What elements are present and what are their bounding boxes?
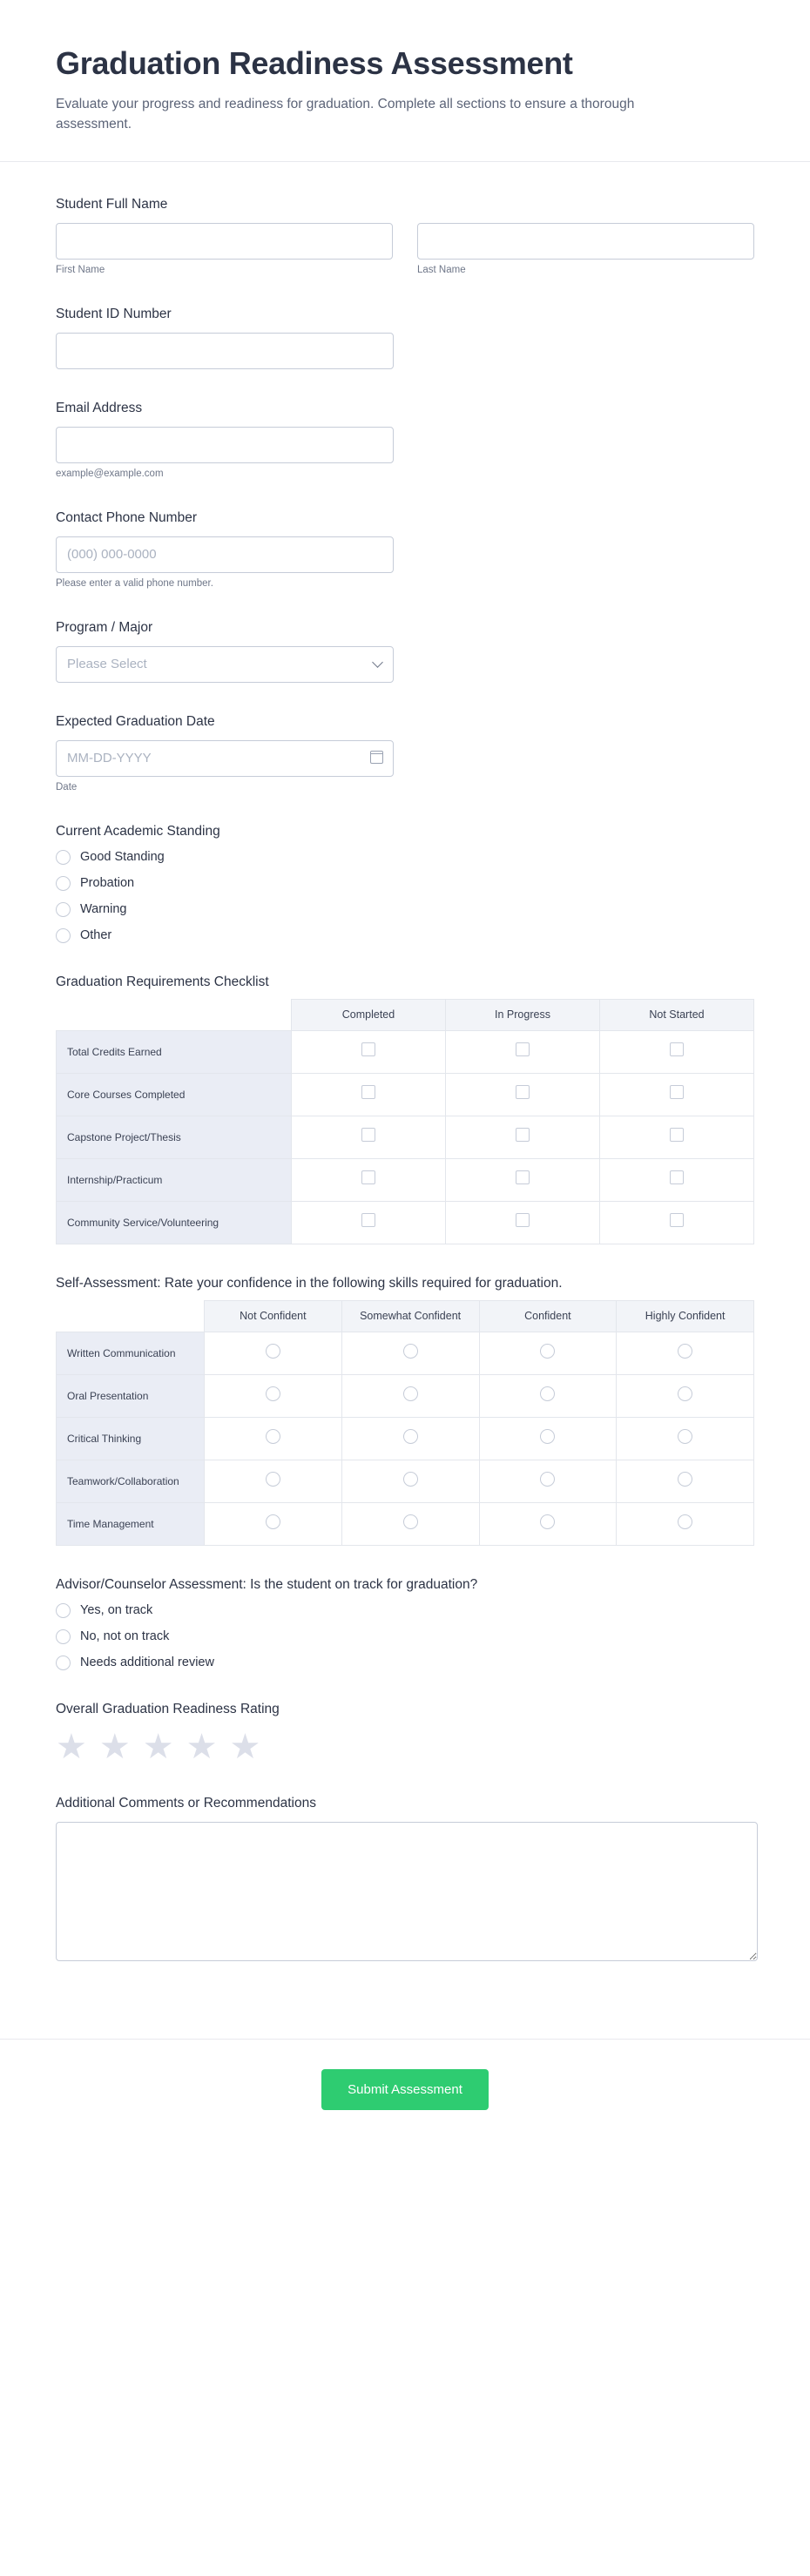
- radio-icon[interactable]: [678, 1472, 692, 1487]
- radio-icon[interactable]: [403, 1386, 418, 1401]
- checklist-cell[interactable]: [446, 1073, 600, 1116]
- self-assessment-cell[interactable]: [479, 1417, 617, 1460]
- radio-icon[interactable]: [678, 1344, 692, 1359]
- radio-icon[interactable]: [266, 1344, 280, 1359]
- checklist-cell[interactable]: [292, 1073, 446, 1116]
- full-name-label: Student Full Name: [56, 196, 168, 212]
- checklist-col-header: In Progress: [446, 999, 600, 1030]
- checklist-table: [56, 999, 754, 1244]
- self-assessment-cell[interactable]: [479, 1460, 617, 1502]
- radio-icon[interactable]: [678, 1386, 692, 1401]
- phone-input[interactable]: [56, 536, 394, 573]
- checklist-cell[interactable]: [446, 1158, 600, 1201]
- academic-standing-option[interactable]: [56, 902, 754, 917]
- field-program: [56, 620, 754, 683]
- radio-icon: [56, 1603, 71, 1618]
- last-name-sublabel: Last Name: [417, 264, 466, 275]
- full-name-row: [56, 223, 754, 275]
- self-assessment-col-header: Highly Confident: [617, 1300, 754, 1332]
- self-assessment-cell[interactable]: [205, 1332, 342, 1374]
- comments-textarea[interactable]: [56, 1822, 758, 1961]
- self-assessment-cell[interactable]: [205, 1374, 342, 1417]
- self-assessment-cell[interactable]: [205, 1460, 342, 1502]
- checkbox-icon[interactable]: [670, 1042, 684, 1056]
- page-title: Graduation Readiness Assessment: [56, 45, 573, 81]
- radio-icon: [56, 902, 71, 917]
- radio-icon[interactable]: [540, 1386, 555, 1401]
- star-icon[interactable]: ★: [186, 1727, 218, 1766]
- checkbox-icon[interactable]: [361, 1170, 375, 1184]
- checkbox-icon[interactable]: [361, 1213, 375, 1227]
- form-header: [0, 0, 810, 162]
- self-assessment-row-header: Teamwork/Collaboration: [57, 1460, 205, 1502]
- graduation-date-input[interactable]: [56, 740, 394, 777]
- checkbox-icon[interactable]: [516, 1213, 530, 1227]
- self-assessment-cell[interactable]: [341, 1502, 479, 1545]
- graduation-date-sublabel: Date: [56, 781, 78, 792]
- field-graduation-date: [56, 714, 754, 792]
- self-assessment-row-header: Oral Presentation: [57, 1374, 205, 1417]
- self-assessment-cell[interactable]: [205, 1502, 342, 1545]
- checklist-cell[interactable]: [292, 1201, 446, 1244]
- advisor-assessment-label: Advisor/Counselor Assessment: Is the student on track for graduation?: [56, 1576, 478, 1592]
- advisor-assessment-option[interactable]: [56, 1656, 754, 1670]
- first-name-input[interactable]: [56, 223, 393, 260]
- checklist-cell[interactable]: [600, 1201, 754, 1244]
- checkbox-icon[interactable]: [670, 1213, 684, 1227]
- email-input[interactable]: [56, 427, 394, 463]
- self-assessment-cell[interactable]: [341, 1332, 479, 1374]
- field-requirements-checklist: [56, 974, 754, 1244]
- checkbox-icon[interactable]: [670, 1128, 684, 1142]
- academic-standing-option[interactable]: [56, 876, 754, 891]
- checkbox-icon[interactable]: [516, 1042, 530, 1056]
- checklist-header-row: [57, 999, 754, 1030]
- checklist-row-header: Core Courses Completed: [57, 1073, 292, 1116]
- table-row: [57, 1417, 754, 1460]
- table-row: [57, 1502, 754, 1545]
- checklist-row-header: Total Credits Earned: [57, 1030, 292, 1073]
- form-body: [0, 162, 810, 2006]
- field-student-id: [56, 307, 754, 369]
- self-assessment-row-header: Critical Thinking: [57, 1417, 205, 1460]
- radio-label: Needs additional review: [80, 1656, 214, 1669]
- field-academic-standing: [56, 824, 754, 943]
- self-assessment-cell[interactable]: [205, 1417, 342, 1460]
- field-email: [56, 401, 754, 479]
- checklist-cell[interactable]: [292, 1116, 446, 1158]
- readiness-rating-label: Overall Graduation Readiness Rating: [56, 1701, 280, 1716]
- radio-label: Good Standing: [80, 850, 165, 864]
- table-row: [57, 1073, 754, 1116]
- academic-standing-option[interactable]: [56, 850, 754, 865]
- self-assessment-cell[interactable]: [617, 1332, 754, 1374]
- radio-label: Probation: [80, 876, 135, 890]
- checklist-cell[interactable]: [446, 1030, 600, 1073]
- checkbox-icon[interactable]: [670, 1170, 684, 1184]
- advisor-assessment-option[interactable]: [56, 1629, 754, 1644]
- self-assessment-cell[interactable]: [341, 1460, 479, 1502]
- advisor-assessment-option[interactable]: [56, 1603, 754, 1618]
- field-readiness-rating: [56, 1702, 754, 1764]
- star-icon[interactable]: ★: [98, 1727, 131, 1766]
- radio-icon: [56, 928, 71, 943]
- checkbox-icon[interactable]: [670, 1085, 684, 1099]
- self-assessment-cell[interactable]: [341, 1417, 479, 1460]
- checkbox-icon[interactable]: [361, 1042, 375, 1056]
- radio-icon[interactable]: [403, 1514, 418, 1529]
- radio-icon[interactable]: [678, 1429, 692, 1444]
- self-assessment-cell[interactable]: [479, 1374, 617, 1417]
- radio-icon: [56, 850, 71, 865]
- graduation-date-wrap: [56, 740, 394, 777]
- radio-icon[interactable]: [266, 1514, 280, 1529]
- student-id-input[interactable]: [56, 333, 394, 369]
- self-assessment-table: [56, 1300, 754, 1546]
- checklist-row-header: Community Service/Volunteering: [57, 1201, 292, 1244]
- star-rating[interactable]: [56, 1727, 754, 1766]
- checkbox-icon[interactable]: [516, 1128, 530, 1142]
- submit-button[interactable]: Submit Assessment: [321, 2069, 489, 2110]
- field-advisor-assessment: [56, 1577, 754, 1670]
- first-name-sublabel: First Name: [56, 264, 105, 275]
- last-name-input[interactable]: [417, 223, 754, 260]
- self-assessment-cell[interactable]: [479, 1332, 617, 1374]
- checkbox-icon[interactable]: [516, 1170, 530, 1184]
- self-assessment-col-header: Somewhat Confident: [341, 1300, 479, 1332]
- self-assessment-label: Self-Assessment: Rate your confidence in the following skills required for graduation.: [56, 1275, 563, 1291]
- self-assessment-col-header: Not Confident: [205, 1300, 342, 1332]
- academic-standing-label: Current Academic Standing: [56, 823, 220, 839]
- checklist-col-header: Not Started: [600, 999, 754, 1030]
- self-assessment-cell[interactable]: [341, 1374, 479, 1417]
- checklist-cell[interactable]: [600, 1116, 754, 1158]
- table-row: [57, 1374, 754, 1417]
- program-label: Program / Major: [56, 619, 153, 635]
- phone-sublabel: Please enter a valid phone number.: [56, 577, 213, 589]
- checklist-row-header: Capstone Project/Thesis: [57, 1116, 292, 1158]
- field-self-assessment: [56, 1276, 754, 1546]
- self-assessment-corner: [57, 1300, 205, 1332]
- table-row: [57, 1030, 754, 1073]
- email-label: Email Address: [56, 400, 143, 415]
- checklist-label: Graduation Requirements Checklist: [56, 974, 269, 989]
- radio-label: Yes, on track: [80, 1603, 153, 1617]
- radio-icon[interactable]: [540, 1472, 555, 1487]
- email-sublabel: example@example.com: [56, 468, 164, 479]
- radio-icon: [56, 1629, 71, 1644]
- academic-standing-option[interactable]: [56, 928, 754, 943]
- radio-icon[interactable]: [540, 1429, 555, 1444]
- field-phone: [56, 510, 754, 589]
- radio-label: Warning: [80, 902, 127, 916]
- field-comments: [56, 1796, 754, 1966]
- radio-label: No, not on track: [80, 1629, 170, 1643]
- radio-icon[interactable]: [678, 1514, 692, 1529]
- checklist-cell[interactable]: [446, 1201, 600, 1244]
- calendar-icon[interactable]: [370, 751, 383, 764]
- checkbox-icon[interactable]: [516, 1085, 530, 1099]
- checkbox-icon[interactable]: [361, 1128, 375, 1142]
- student-id-label: Student ID Number: [56, 306, 172, 321]
- self-assessment-cell[interactable]: [617, 1417, 754, 1460]
- program-select[interactable]: [56, 646, 394, 683]
- radio-icon[interactable]: [540, 1344, 555, 1359]
- checkbox-icon[interactable]: [361, 1085, 375, 1099]
- radio-icon[interactable]: [403, 1429, 418, 1444]
- radio-icon[interactable]: [266, 1386, 280, 1401]
- field-full-name: [56, 197, 754, 275]
- radio-icon[interactable]: [403, 1472, 418, 1487]
- self-assessment-cell[interactable]: [479, 1502, 617, 1545]
- self-assessment-row-header: Written Communication: [57, 1332, 205, 1374]
- last-name-group: [417, 223, 754, 275]
- self-assessment-col-header: Confident: [479, 1300, 617, 1332]
- self-assessment-cell[interactable]: [617, 1502, 754, 1545]
- checklist-corner: [57, 999, 292, 1030]
- checklist-cell[interactable]: [292, 1158, 446, 1201]
- checklist-cell[interactable]: [292, 1030, 446, 1073]
- phone-label: Contact Phone Number: [56, 509, 197, 525]
- self-assessment-cell[interactable]: [617, 1460, 754, 1502]
- radio-icon[interactable]: [266, 1429, 280, 1444]
- star-icon[interactable]: ★: [229, 1727, 261, 1766]
- table-row: [57, 1116, 754, 1158]
- checklist-cell[interactable]: [600, 1158, 754, 1201]
- comments-label: Additional Comments or Recommendations: [56, 1795, 316, 1811]
- table-row: [57, 1201, 754, 1244]
- program-select-wrap: [56, 646, 394, 683]
- checklist-col-header: Completed: [292, 999, 446, 1030]
- table-row: [57, 1332, 754, 1374]
- form-footer: [0, 2039, 810, 2152]
- first-name-group: [56, 223, 393, 275]
- self-assessment-header-row: [57, 1300, 754, 1332]
- checklist-cell[interactable]: [600, 1073, 754, 1116]
- self-assessment-cell[interactable]: [617, 1374, 754, 1417]
- radio-icon[interactable]: [540, 1514, 555, 1529]
- self-assessment-row-header: Time Management: [57, 1502, 205, 1545]
- radio-icon: [56, 876, 71, 891]
- radio-icon: [56, 1656, 71, 1670]
- radio-icon[interactable]: [266, 1472, 280, 1487]
- star-icon[interactable]: ★: [56, 1727, 87, 1766]
- checklist-cell[interactable]: [446, 1116, 600, 1158]
- radio-icon[interactable]: [403, 1344, 418, 1359]
- table-row: [57, 1460, 754, 1502]
- checklist-row-header: Internship/Practicum: [57, 1158, 292, 1201]
- radio-label: Other: [80, 928, 112, 942]
- table-row: [57, 1158, 754, 1201]
- graduation-date-label: Expected Graduation Date: [56, 713, 215, 729]
- page-subtitle: Evaluate your progress and readiness for graduation. Complete all sections to ensure a thorough assessment.: [56, 97, 635, 132]
- star-icon[interactable]: ★: [142, 1727, 174, 1766]
- checklist-cell[interactable]: [600, 1030, 754, 1073]
